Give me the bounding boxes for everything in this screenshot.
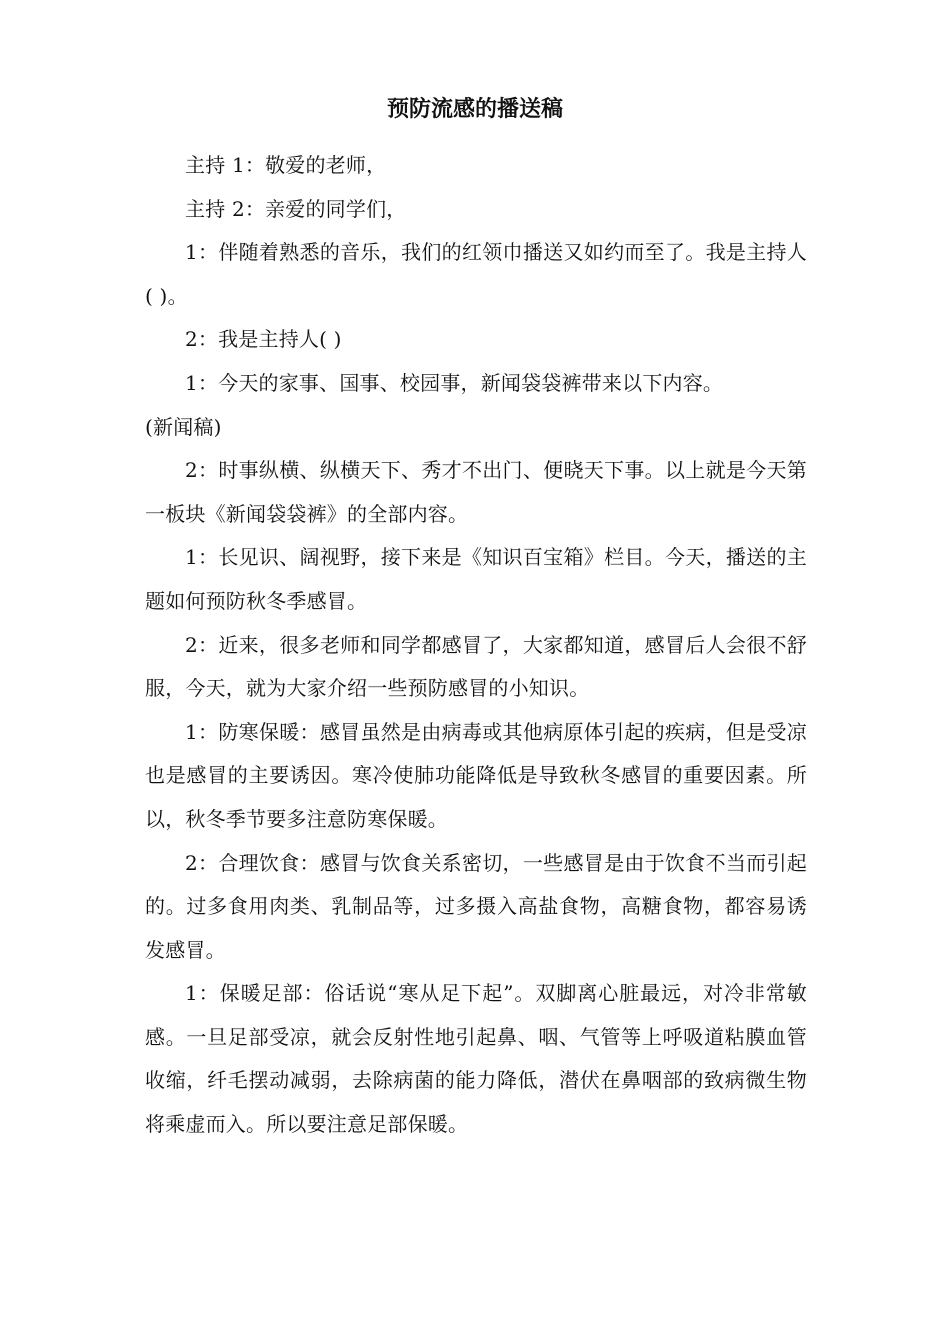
paragraph-knowledge-intro: 1：长见识、阔视野，接下来是《知识百宝箱》栏目。今天，播送的主题如何预防秋冬季感冒。: [145, 545, 807, 613]
paragraph-tip-feet: 1：保暖足部：俗话说“寒从足下起”。双脚离心脏最远，对冷非常敏感。一旦足部受凉，就会反射性地引起鼻、咽、气管等上呼吸道粘膜血管收缩，纤毛摆动减弱，去除病菌的能力降低，潜伏在鼻咽部的致病微生物将乘虚而入。所以要注意足部保暖。: [145, 981, 807, 1137]
document-title: 预防流感的播送稿: [386, 96, 563, 122]
paragraph-news-placeholder: (新闻稿): [145, 414, 222, 439]
paragraph-news-intro: 1：今天的家事、国事、校园事，新闻袋袋裤带来以下内容。: [185, 370, 724, 395]
paragraph-intro-host1: 1：伴随着熟悉的音乐，我们的红领巾播送又如约而至了。我是主持人( )。: [145, 240, 807, 308]
document-body: [145, 144, 807, 1147]
paragraph-intro-host2: 2：我是主持人( ): [185, 327, 342, 352]
paragraph-host1-greeting: 主持 1：敬爱的老师，: [185, 153, 387, 177]
paragraph-tip-diet: 2：合理饮食：感冒与饮食关系密切，一些感冒是由于饮食不当而引起的。过多食用肉类、乳制品等，过多摄入高盐食物，高糖食物，都容易诱发感冒。: [145, 850, 807, 962]
paragraph-host2-greeting: 主持 2：亲爱的同学们，: [185, 196, 407, 221]
paragraph-tip-warmth: 1：防寒保暖：感冒虽然是由病毒或其他病原体引起的疾病，但是受凉也是感冒的主要诱因。寒冷使肺功能降低是导致秋冬感冒的重要因素。所以，秋冬季节要多注意防寒保暖。: [145, 719, 807, 831]
paragraph-news-outro: 2：时事纵横、纵横天下、秀才不出门、便晓天下事。以上就是今天第一板块《新闻袋袋裤》的全部内容。: [145, 458, 807, 526]
paragraph-cold-intro: 2：近来，很多老师和同学都感冒了，大家都知道，感冒后人会很不舒服，今天，就为大家介绍一些预防感冒的小知识。: [145, 632, 807, 701]
